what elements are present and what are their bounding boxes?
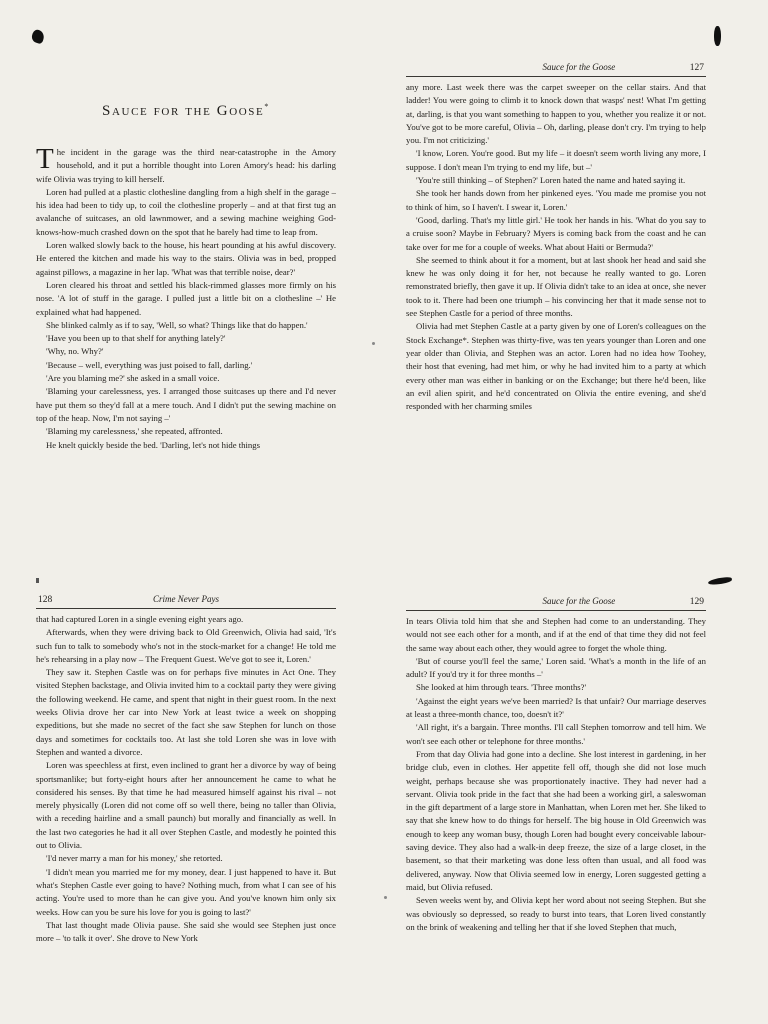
paragraph [406, 214, 706, 254]
paragraph [36, 186, 336, 239]
page-126 [36, 98, 336, 452]
paragraph-text: In tears Olivia told him that she and Stephen had come to an understanding. They would not see each other for a month, and if at the end of that time they did not feel the same way about each other, they would agree to forget the whole thing. [406, 616, 706, 653]
ink-blot [36, 578, 39, 583]
paragraph-text: Loren walked slowly back to the house, his heart pounding at his awful discovery. He entered the kitchen and made his way to the stairs. Olivia was in bed, propped against pillows, a magazine in her lap. 'What was that terrible noise, dear?' [36, 240, 336, 277]
paragraph [406, 254, 706, 320]
paragraph [406, 615, 706, 655]
paragraph [36, 239, 336, 279]
paragraph-text: 'Are you blaming me?' she asked in a small voice. [46, 373, 220, 384]
paragraph [406, 320, 706, 413]
paragraph [36, 626, 336, 666]
paragraph-text: 'Blaming your carelessness, yes. I arranged those suitcases up there and I'd never have put them so they'd fall at a mere touch. And I didn't put the sewing machine on top of the heap. Now, I'm not saying –' [36, 386, 336, 423]
paragraph [36, 359, 336, 372]
paragraph-text: he incident in the garage was the third near-catastrophe in the Amory household, and it put a horrible thought into Loren Amory's head: his darling wife Olivia was trying to kill herself. [36, 147, 336, 184]
paragraph [36, 143, 336, 186]
paragraph-text: That last thought made Olivia pause. She said she would see Stephen just once more – 'to talk it over'. She drove to New York [36, 919, 336, 944]
running-head [406, 596, 706, 611]
paragraph-text: Seven weeks went by, and Olivia kept her word about not seeing Stephen. But she was obviously so depressed, so ready to burst into tears, that Loren lived constantly on the brink of weakening and telling her that if she loved Stephen that much, [406, 895, 706, 932]
page-127-body [406, 81, 706, 413]
page-128-body [36, 613, 336, 945]
paragraph-text: 'You're still thinking – of Stephen?' Loren hated the name and hated saying it. [416, 175, 686, 186]
drop-cap: T [36, 143, 54, 175]
paragraph-text: He knelt quickly beside the bed. 'Darling, let's not hide things [46, 439, 261, 450]
paragraph [36, 666, 336, 759]
paragraph [36, 613, 336, 626]
paragraph-text: From that day Olivia had gone into a decline. She lost interest in gardening, in her bridge club, even in clothes. Her appetite fell off, though she did not lose much weight, perhaps because she was proportionately inactive. They had never had a servant. Olivia took pride in the fact that she had been a working girl, a saleswoman in the gift department of a large store in Manhattan, when Loren met her. She liked to say that she knew how to do things for herself. The big house in Old Greenwich was enough to keep any woman busy, though Loren had bought every conceivable labour-saving device. They also had a walk-in deep freeze, the size of a large closet, in the basement, so that their marketing was done less often than usual, and all food was delivered, anyway. Now that Olivia seemed low in energy, Loren suggested getting a maid, but Olivia refused. [406, 748, 706, 892]
page-129 [406, 596, 706, 934]
scan-speck [384, 896, 387, 899]
page-number: 127 [689, 63, 704, 73]
paragraph-text: Loren was speechless at first, even inclined to grant her a divorce by way of being sportsmanlike; but forty-eight hours after her announcement he came to what he considered his senses. By that time he had measured himself against his rival – not merely physically (Loren did not come off so well there, being no taller than Olivia, with a receding hairline and a small paunch) but morally and financially as well. In the last two categories he had it all over Stephen Castle, and modestly he pointed this out to Olivia. [36, 760, 336, 851]
paragraph [36, 319, 336, 332]
page-126-body [36, 143, 336, 452]
paragraph-text: 'I didn't mean you married me for my money, dear. I just happened to have it. But what's Stephen Castle ever going to have? Nothing much, from what I can see of his acting. You're used to more than he can give you. And you've known him only six weeks. How can you be sure his love for you is going to last?' [36, 866, 336, 917]
paragraph-text: She blinked calmly as if to say, 'Well, so what? Things like that do happen.' [46, 319, 308, 330]
ink-blot [714, 26, 721, 46]
paragraph [406, 721, 706, 748]
running-title: Sauce for the Goose [542, 596, 616, 606]
paragraph-text: 'Good, darling. That's my little girl.' He took her hands in his. 'What do you say to a cruise soon? Maybe in February? Myers is coming back from the coast and he can take over for me for a couple of weeks. What about Haiti or Bermuda?' [406, 214, 706, 252]
paragraph-text: 'Against the eight years we've been married? Is that unfair? Our marriage deserves at least a three-month chance, too, doesn't it?' [406, 695, 706, 720]
paragraph-text: 'All right, it's a bargain. Three months. I'll call Stephen tomorrow and tell him. We won't see each other or telephone for three months.' [406, 722, 706, 746]
running-head [36, 594, 336, 609]
paragraph [406, 174, 706, 187]
paragraph-text: They saw it. Stephen Castle was on for perhaps five minutes in Act One. They visited Stephen backstage, and Olivia invited him to a cocktail party they were giving the following weekend. He came, and spent that night in their guest room. In the next weeks Olivia drove her car into New York at least twice a week on shopping expeditions, but she made no secret of the fact she saw Stephen for lunch on those days and sometimes for cocktails too. At last she told Loren she was in love with Stephen and wanted a divorce. [36, 667, 336, 757]
paragraph-text: She seemed to think about it for a moment, but at last shook her head and said she knew he was only doing it for her, not because he really wanted to go. Loren remonstrated briefly, then gave it up. If Olivia didn't take to an idea at once, she never took to it. There had been one triumph – his convincing her that it made sense not to see Stephen Castle for a period of three months. [406, 254, 706, 319]
story-title-text: Sauce for the Goose [102, 103, 265, 119]
story-title [36, 98, 336, 120]
paragraph [406, 748, 706, 894]
paragraph-text: Olivia had met Stephen Castle at a party given by one of Loren's colleagues on the Stock Exchange*. Stephen was thirty-five, was ten years younger than Loren and one year older than Olivia, and Stephen was an actor. Loren had no idea how Toohey, their host that evening, had met him, or why he had invited him to a party at which every other man was either in banking or on the Exchange; but there he'd been, like an evil alien spirit, and he'd concentrated on Olivia the entire evening, and she'd responded with her charming smiles [406, 321, 706, 412]
page-127 [406, 62, 706, 413]
paragraph-text: She looked at him through tears. 'Three months?' [416, 682, 587, 693]
paragraph-text: 'I'd never marry a man for his money,' she retorted. [46, 853, 223, 864]
paragraph [406, 655, 706, 682]
paragraph-text: 'Why, no. Why?' [46, 346, 104, 357]
paragraph [36, 439, 336, 452]
story-title-footnote-mark: * [264, 102, 270, 111]
paragraph [406, 894, 706, 934]
ink-blot [708, 576, 733, 585]
paragraph [36, 866, 336, 919]
paragraph [406, 81, 706, 147]
paragraph-text: that had captured Loren in a single evening eight years ago. [36, 614, 244, 624]
paragraph [36, 759, 336, 852]
paragraph-text: 'Have you been up to that shelf for anything lately?' [46, 333, 226, 344]
page-129-body [406, 615, 706, 934]
paragraph-text: Loren had pulled at a plastic clothesline dangling from a high shelf in the garage – his idea had been to tidy up, to coil the clothesline properly – and at that first tug an avalanche of suitcases, an old lawnmower, and a sewing machine weighing God-knows-how-much crashed down on the spot that he barely had time to leap from. [36, 186, 336, 237]
paragraph-text: any more. Last week there was the carpet sweeper on the cellar stairs. And that ladder! You were going to climb it to knock down that wasps' nest! What I'm getting at, darling, is that you want something to happen to you, whether you realize it or not. You've got to be more careful, Olivia – Oh, darling, please don't cry. I'm trying to help you. I'm not criticizing.' [406, 82, 706, 146]
paragraph-text: 'I know, Loren. You're good. But my life – it doesn't seem worth living any more, I suppose. I don't mean I'm trying to end my life, but –' [406, 148, 706, 172]
page-number: 129 [689, 597, 704, 607]
running-title: Sauce for the Goose [542, 62, 616, 72]
paragraph-text: Loren cleared his throat and settled his black-rimmed glasses more firmly on his nose. 'A lot of stuff in the garage. I pulled just a little bit on a clothesline –' He explained what had happened. [36, 279, 336, 317]
paragraph [36, 919, 336, 946]
page-128 [36, 594, 336, 945]
paragraph [36, 332, 336, 345]
paragraph [36, 372, 336, 385]
page-number: 128 [38, 595, 53, 605]
paragraph [36, 425, 336, 438]
paragraph [36, 279, 336, 319]
running-title: Crime Never Pays [153, 594, 219, 604]
paragraph-text: 'Because – well, everything was just poised to fall, darling.' [46, 359, 253, 370]
paragraph [406, 147, 706, 174]
paragraph [36, 385, 336, 425]
ink-blot [30, 28, 45, 44]
paragraph-text: Afterwards, when they were driving back to Old Greenwich, Olivia had said, 'It's such fun to talk to somebody who's not in the stock-market for a change! He told me he's rehearsing in a play now – The Frequent Guest. We've got to see it, Loren.' [36, 627, 336, 664]
scan-speck [372, 342, 375, 345]
paragraph-text: She took her hands down from her pinkened eyes. 'You made me promise you not to think of him, so I haven't. I swear it, Loren.' [406, 188, 706, 212]
paragraph [406, 681, 706, 694]
paragraph [406, 695, 706, 722]
paragraph [406, 187, 706, 214]
running-head [406, 62, 706, 77]
paragraph-text: 'But of course you'll feel the same,' Loren said. 'What's a month in the life of an adult? If you'd try it for three months –' [406, 655, 706, 680]
paragraph-text: 'Blaming my carelessness,' she repeated, affronted. [46, 426, 223, 437]
paragraph [36, 852, 336, 865]
paragraph [36, 345, 336, 358]
